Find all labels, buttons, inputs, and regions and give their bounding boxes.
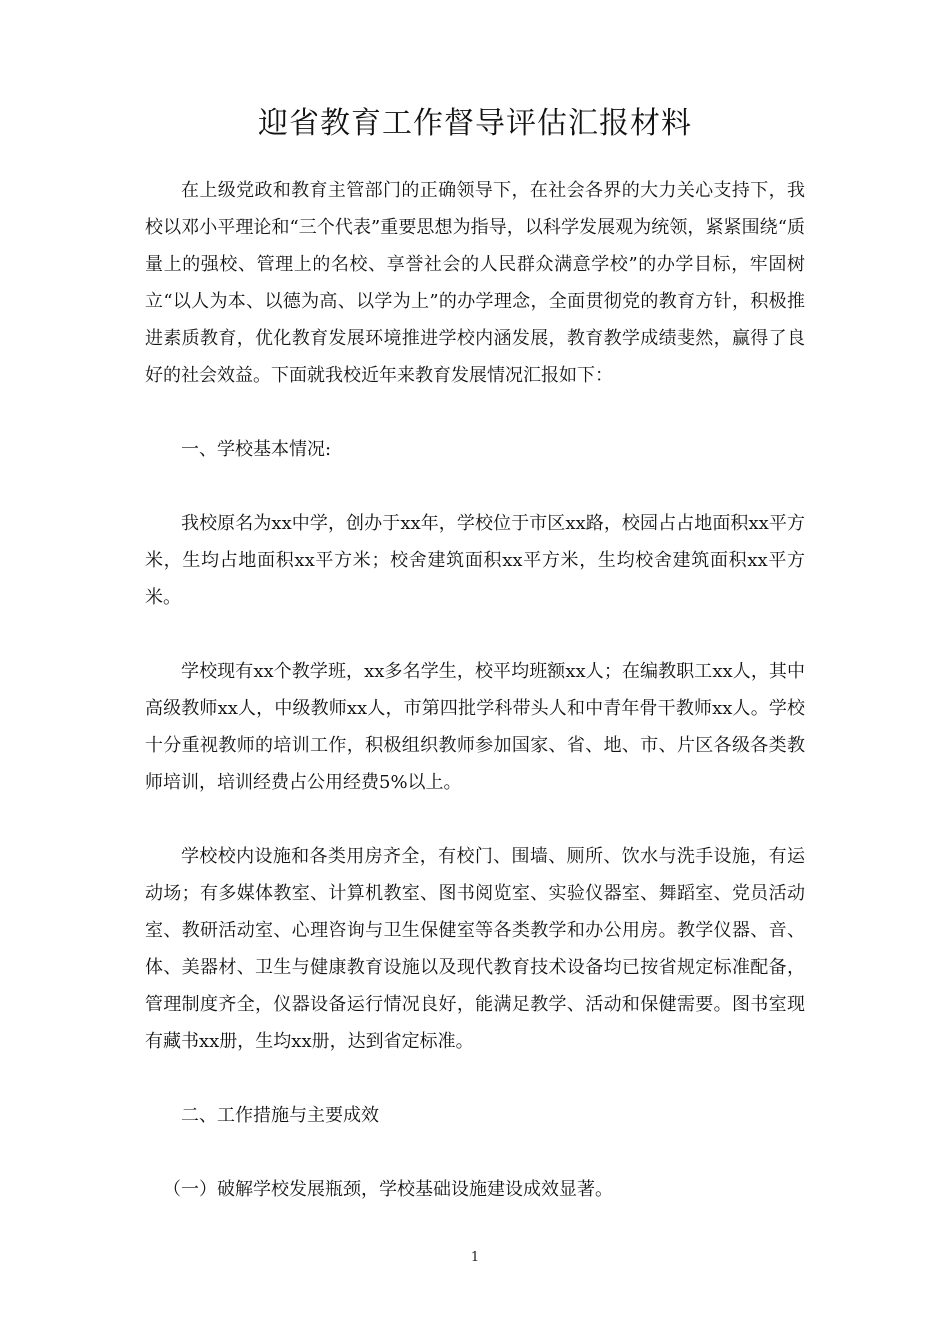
section-heading-1: 一、学校基本情况: (181, 439, 332, 460)
subsection-heading-1: （一）破解学校发展瓶颈，学校基础设施建设成效显著。 (163, 1179, 613, 1200)
page-number: 1 (470, 1250, 480, 1265)
facilities-paragraph: 学校校内设施和各类用房齐全，有校门、围墙、厕所、饮水与洗手设施，有运动场；有多媒体教室、计算机教室、图书阅览室、实验仪器室、舞蹈室、党员活动室、教研活动室、心理咨询与卫生保健室等各类教学和办公用房。教学仪器、音、体、美器材、卫生与健康教育设施以及现代教育技术设备均已按省规定标准配备，管理制度齐全，仪器设备运行情况良好，能满足教学、活动和保健需要。图书室现有藏书xx册，生均xx册，达到省定标准。 (145, 846, 805, 1052)
document-title: 迎省教育工作督导评估汇报材料 (258, 106, 692, 141)
document-body (145, 172, 805, 1208)
section-heading-2: 二、工作措施与主要成效 (181, 1105, 379, 1126)
intro-paragraph: 在上级党政和教育主管部门的正确领导下，在社会各界的大力关心支持下，我校以邓小平理论和“三个代表”重要思想为指导，以科学发展观为统领，紧紧围绕“质量上的强校、管理上的名校、享誉社会的人民群众满意学校”的办学目标，牢固树立“以人为本、以德为高、以学为上”的办学理念，全面贯彻党的教育方针，积极推进素质教育，优化教育发展环境推进学校内涵发展，教育教学成绩斐然，赢得了良好的社会效益。下面就我校近年来教育发展情况汇报如下： (145, 180, 805, 386)
school-info-paragraph: 我校原名为xx中学，创办于xx年，学校位于市区xx路，校园占占地面积xx平方米，生均占地面积xx平方米；校舍建筑面积xx平方米，生均校舍建筑面积xx平方米。 (145, 513, 805, 608)
staff-paragraph: 学校现有xx个教学班，xx多名学生，校平均班额xx人；在编教职工xx人，其中高级教师xx人，中级教师xx人，市第四批学科带头人和中青年骨干教师xx人。学校十分重视教师的培训工作，积极组织教师参加国家、省、地、市、片区各级各类教师培训，培训经费占公用经费5%以上。 (145, 661, 805, 793)
